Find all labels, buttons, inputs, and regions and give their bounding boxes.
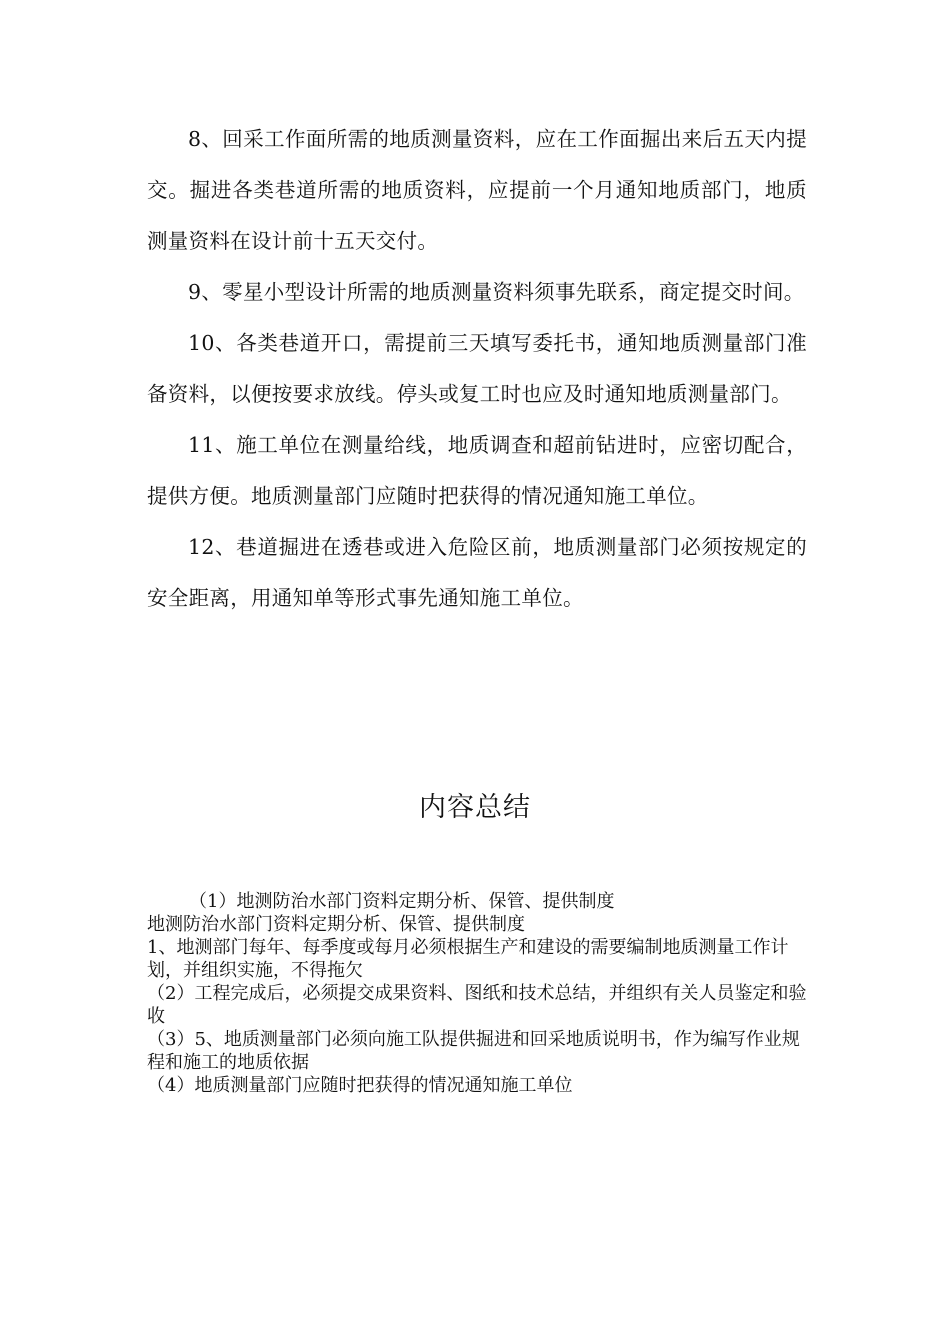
summary-line: （4）地质测量部门应随时把获得的情况通知施工单位 — [147, 1075, 573, 1096]
summary-line: （1）地测防治水部门资料定期分析、保管、提供制度 — [189, 891, 615, 912]
summary-line: 地测防治水部门资料定期分析、保管、提供制度 — [147, 914, 525, 935]
summary-line: 1、地测部门每年、每季度或每月必须根据生产和建设的需要编制地质测量工作计划，并组织实施，不得拖欠 — [147, 937, 789, 981]
paragraph-9: 9、零星小型设计所需的地质测量资料须事先联系，商定提交时间。 — [188, 280, 805, 304]
summary-line: （2）工程完成后，必须提交成果资料、图纸和技术总结，并组织有关人员鉴定和验收 — [147, 983, 807, 1027]
paragraph-8: 8、回采工作面所需的地质测量资料，应在工作面掘出来后五天内提交。掘进各类巷道所需的地质资料，应提前一个月通知地质部门，地质测量资料在设计前十五天交付。 — [147, 127, 807, 253]
summary-title: 内容总结 — [419, 792, 531, 823]
paragraph-10: 10、各类巷道开口，需提前三天填写委托书，通知地质测量部门准备资料，以便按要求放线。停头或复工时也应及时通知地质测量部门。 — [147, 331, 807, 406]
paragraph-11: 11、施工单位在测量给线，地质调查和超前钻进时，应密切配合，提供方便。地质测量部门应随时把获得的情况通知施工单位。 — [147, 433, 807, 508]
paragraph-12: 12、巷道掘进在透巷或进入危险区前，地质测量部门必须按规定的安全距离，用通知单等形式事先通知施工单位。 — [147, 535, 807, 610]
summary-section — [147, 890, 807, 1097]
summary-line: （3）5、地质测量部门必须向施工队提供掘进和回采地质说明书，作为编写作业规程和施工的地质依据 — [147, 1029, 800, 1073]
body-text — [147, 114, 807, 624]
